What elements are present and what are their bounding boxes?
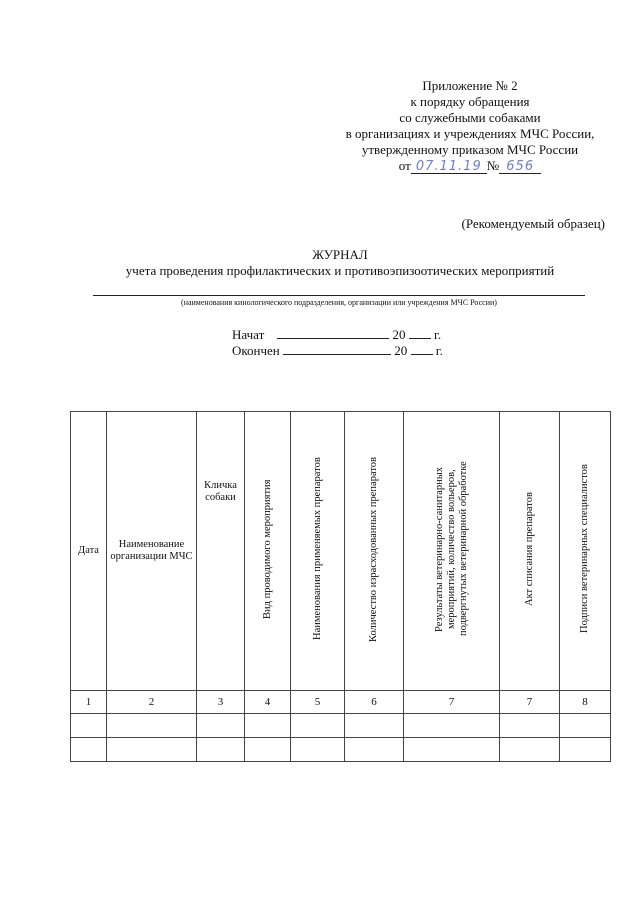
empty-cell[interactable] xyxy=(345,714,404,738)
journal-title-main: ЖУРНАЛ xyxy=(312,247,368,262)
journal-period xyxy=(232,327,443,359)
column-number: 5 xyxy=(291,691,345,714)
end-date-blank xyxy=(283,343,391,355)
column-number: 3 xyxy=(197,691,245,714)
end-year-prefix: 20 xyxy=(394,343,408,358)
start-year-prefix: 20 xyxy=(392,327,406,342)
start-line xyxy=(232,327,443,343)
column-number-row xyxy=(71,691,611,714)
empty-cell[interactable] xyxy=(500,738,560,762)
appendix-line: утвержденному приказом МЧС России xyxy=(361,142,579,157)
column-number: 1 xyxy=(71,691,107,714)
table-row xyxy=(71,714,611,738)
from-prefix: от xyxy=(398,158,411,173)
journal-title xyxy=(60,247,620,279)
table-row xyxy=(71,738,611,762)
order-date-handwritten: 07.11.19 xyxy=(411,160,487,174)
journal-title-sub: учета проведения профилактических и противоэпизоотических мероприятий xyxy=(125,263,555,278)
empty-cell[interactable] xyxy=(245,738,291,762)
appendix-title: Приложение № 2 xyxy=(422,78,518,93)
empty-cell[interactable] xyxy=(404,738,500,762)
empty-cell[interactable] xyxy=(404,714,500,738)
column-number: 8 xyxy=(560,691,611,714)
end-line xyxy=(232,343,443,359)
recommended-sample-label: (Рекомендуемый образец) xyxy=(461,216,605,231)
appendix-line: к порядку обращения xyxy=(410,94,530,109)
empty-cell[interactable] xyxy=(291,714,345,738)
column-number: 7 xyxy=(500,691,560,714)
order-date-number-line xyxy=(300,158,640,174)
empty-cell[interactable] xyxy=(245,714,291,738)
empty-cell[interactable] xyxy=(500,714,560,738)
organization-name-caption: (наименования кинологического подразделения, организации или учреждения МЧС России) xyxy=(93,295,585,307)
empty-cell[interactable] xyxy=(197,738,245,762)
header-cell: Вид проводимого мероприятия xyxy=(245,412,291,691)
end-year-suffix: г. xyxy=(435,343,443,358)
column-number: 4 xyxy=(245,691,291,714)
end-year-blank xyxy=(411,343,433,355)
end-label: Окончен xyxy=(232,343,280,358)
table-header-row xyxy=(71,412,611,691)
empty-cell[interactable] xyxy=(107,714,197,738)
header-cell: Кличка собаки xyxy=(197,412,245,691)
header-cell: Наименования применяемых препаратов xyxy=(291,412,345,691)
start-date-blank xyxy=(277,327,389,339)
column-number: 7 xyxy=(404,691,500,714)
empty-cell[interactable] xyxy=(107,738,197,762)
header-cell: Количество израсходованных препаратов xyxy=(345,412,404,691)
empty-cell[interactable] xyxy=(291,738,345,762)
column-number: 6 xyxy=(345,691,404,714)
column-number: 2 xyxy=(107,691,197,714)
number-sign: № xyxy=(486,158,500,173)
empty-cell[interactable] xyxy=(560,714,611,738)
appendix-block xyxy=(300,78,640,174)
header-cell: Результаты ветеринарно-санитарных мероприятий, количество вольеров, подвергнутых ветеринарной обработке xyxy=(404,412,500,691)
appendix-line: со служебными собаками xyxy=(399,110,541,125)
appendix-line: в организациях и учреждениях МЧС России, xyxy=(345,126,595,141)
header-cell: Дата xyxy=(71,412,107,691)
header-cell: Подписи ветеринарных специалистов xyxy=(560,412,611,691)
empty-cell[interactable] xyxy=(71,738,107,762)
header-cell: Наименование организации МЧС xyxy=(107,412,197,691)
start-year-blank xyxy=(409,327,431,339)
empty-cell[interactable] xyxy=(197,714,245,738)
start-year-suffix: г. xyxy=(434,327,442,342)
empty-cell[interactable] xyxy=(345,738,404,762)
order-number-handwritten: 656 xyxy=(499,160,541,174)
journal-table xyxy=(70,411,611,762)
empty-cell[interactable] xyxy=(560,738,611,762)
start-label: Начат xyxy=(232,327,265,342)
empty-cell[interactable] xyxy=(71,714,107,738)
header-cell: Акт списания препаратов xyxy=(500,412,560,691)
